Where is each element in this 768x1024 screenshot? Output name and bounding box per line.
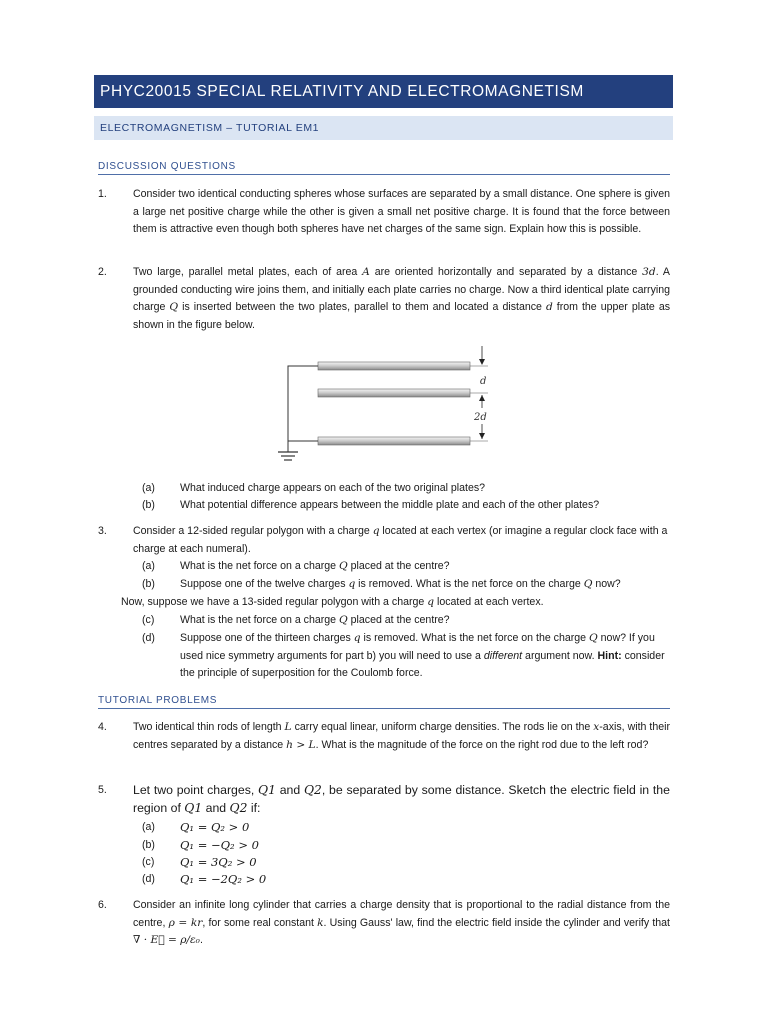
question-text: Two identical thin rods of length L carry equal linear, uniform charge densities. The rods lie on the x-axis, with their centres separated by a distance h > L. What is the magnitude of the force on the right rod due to the left rod? bbox=[133, 721, 670, 751]
parallel-plates-figure bbox=[270, 340, 500, 470]
math-area: A bbox=[362, 266, 370, 278]
middle-plate bbox=[318, 389, 470, 397]
question-3-intro-13: Now, suppose we have a 13-sided regular polygon with a charge q located at each vertex. bbox=[121, 596, 544, 608]
math-charge-Q: Q bbox=[169, 301, 179, 314]
question-number: 2. bbox=[98, 266, 107, 278]
question-text: Consider two identical conducting spheres whose surfaces are separated by a small distance. One sphere is given a large net positive charge while the other is given a small net positive charge. It is found that the force between them is attractive even though both spheres have net charges of the same sign. Explain how this is possible. bbox=[133, 188, 670, 236]
dimension-arrow-d bbox=[479, 346, 485, 365]
question-number: 5. bbox=[98, 784, 107, 796]
question-number: 4. bbox=[98, 721, 107, 733]
question-number: 6. bbox=[98, 899, 107, 911]
question-number: 3. bbox=[98, 525, 107, 537]
page-subtitle: ELECTROMAGNETISM – TUTORIAL EM1 bbox=[94, 116, 673, 140]
math-3d: 3d bbox=[642, 266, 656, 278]
bottom-plate bbox=[318, 437, 470, 445]
dimension-label-d: d bbox=[480, 376, 487, 387]
section-heading-tutorial: TUTORIAL PROBLEMS bbox=[98, 695, 670, 709]
question-number: 1. bbox=[98, 188, 107, 200]
page-title: PHYC20015 SPECIAL RELATIVITY AND ELECTROMAGNETISM bbox=[94, 75, 673, 108]
question-text: Let two point charges, Q1 and Q2, be separated by some distance. Sketch the electric field in the region of Q1 and Q2 if: bbox=[133, 783, 670, 815]
ground-symbol bbox=[278, 452, 298, 460]
ground-wire bbox=[288, 366, 318, 441]
question-text: Two large, parallel metal plates, each of area A are oriented horizontally and separated by a distance 3d. A grounded conducting wire joins them, and initially each plate carries no charge. Now a third identical plate carrying charge Q is inserted between the two plates, parallel to them and located a distance d from the upper plate as shown in the figure below. bbox=[133, 266, 671, 331]
dimension-label-2d: 2d bbox=[474, 412, 487, 423]
top-plate bbox=[318, 362, 470, 370]
math-d: d bbox=[545, 301, 553, 314]
question-text: Consider an infinite long cylinder that carries a charge density that is proportional to the radial distance from the centre, ρ = kr, for some real constant k. Using Gauss' law, find the electric field inside the cylinder and verify that ∇ · E⃗ = ρ/ε₀. bbox=[133, 899, 670, 947]
question-text: Consider a 12-sided regular polygon with a charge q located at each vertex (or imagine a regular clock face with a charge at each numeral). bbox=[133, 525, 668, 555]
section-heading-discussion: DISCUSSION QUESTIONS bbox=[98, 161, 670, 175]
